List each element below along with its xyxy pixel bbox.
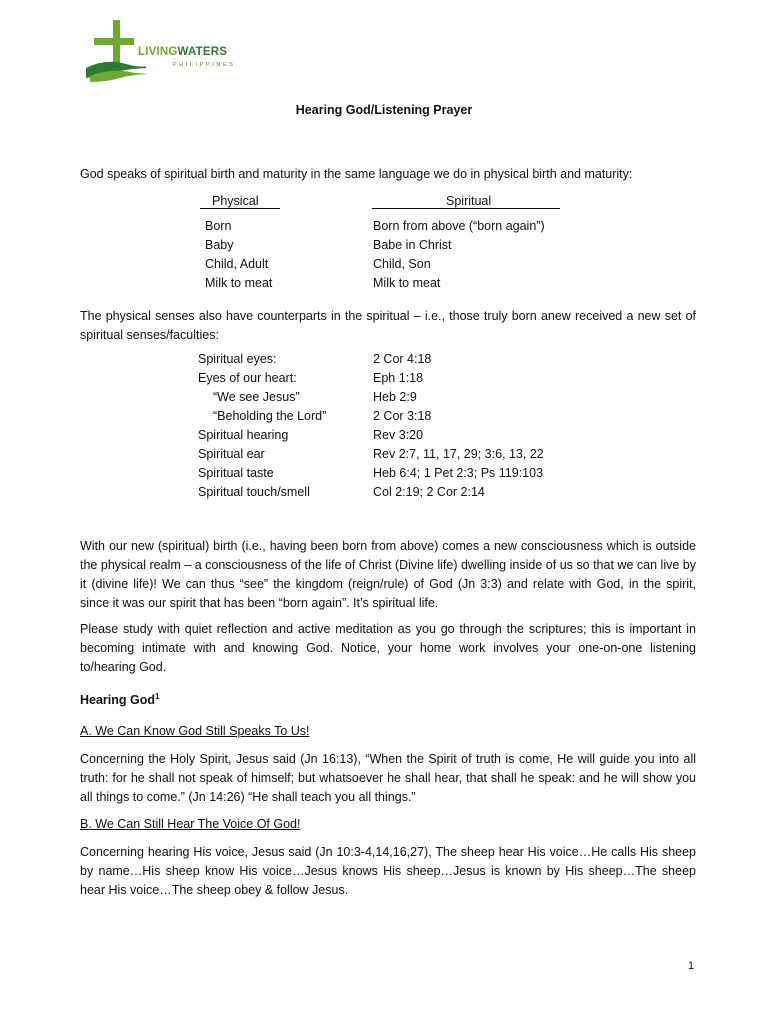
- sense-label: Spiritual eyes:: [198, 352, 277, 366]
- senses-intro-paragraph: The physical senses also have counterparts in the spiritual – i.e., those truly born anew received a new set of spiritual senses/faculties:: [80, 309, 696, 342]
- sense-label: Eyes of our heart:: [198, 371, 297, 385]
- sense-reference: Heb 6:4; 1 Pet 2:3; Ps 119:103: [373, 466, 544, 480]
- section-b-paragraph: Concerning hearing His voice, Jesus said (Jn 10:3-4,14,16,27), The sheep hear His voice…He calls His sheep by name…His sheep know His voice…Jesus knows His sheep…Jesus is known by His sheep…The sheep hear His voice…The sheep obey & follow Jesus.: [80, 845, 696, 897]
- table-row-spiritual: Born from above (“born again”): [373, 219, 545, 233]
- section-b-title: B. We Can Still Hear The Voice Of God!: [80, 817, 301, 831]
- table-row-spiritual: Child, Son: [373, 257, 431, 271]
- logo-wordmark: LIVINGWATERS: [138, 46, 228, 58]
- spiritual-header-underline: [372, 208, 560, 209]
- table-row-physical: Child, Adult: [205, 257, 269, 271]
- document-title: Hearing God/Listening Prayer: [295, 103, 473, 117]
- sense-reference: 2 Cor 4:18: [373, 352, 432, 366]
- footnote-marker: 1: [155, 692, 160, 701]
- table-row-spiritual: Babe in Christ: [373, 238, 452, 252]
- sense-label: Spiritual ear: [198, 447, 265, 461]
- physical-header-underline: [200, 208, 280, 209]
- physical-header: Physical: [212, 194, 259, 208]
- sense-reference: Heb 2:9: [373, 390, 417, 404]
- living-waters-logo: [86, 18, 246, 82]
- sense-reference: Rev 3:20: [373, 428, 424, 442]
- intro-paragraph: God speaks of spiritual birth and maturity in the same language we do in physical birth and maturity:: [80, 167, 633, 181]
- sense-label: Spiritual hearing: [198, 428, 289, 442]
- sense-label: “We see Jesus”: [213, 390, 300, 404]
- table-row-spiritual: Milk to meat: [373, 276, 441, 290]
- table-row-physical: Milk to meat: [205, 276, 273, 290]
- spiritual-header: Spiritual: [446, 194, 492, 208]
- sense-label: “Beholding the Lord”: [213, 409, 327, 423]
- cross-wave-icon: [86, 18, 146, 82]
- sense-label: Spiritual taste: [198, 466, 274, 480]
- study-paragraph: Please study with quiet reflection and active meditation as you go through the scriptures; this is important in becoming intimate with and knowing God. Notice, your home work involves your one-on-one listening to/hearing God.: [80, 622, 696, 674]
- section-a-paragraph: Concerning the Holy Spirit, Jesus said (Jn 16:13), “When the Spirit of truth is come, He will guide you into all truth: for he shall not speak of himself; but whatsoever he shall hear, that shall he speak: and he will show you all things to come.” (Jn 14:26) “He shall teach you all things.”: [80, 752, 696, 804]
- sense-reference: 2 Cor 3:18: [373, 409, 432, 423]
- sense-reference: Eph 1:18: [373, 371, 424, 385]
- logo-subtitle: PHILIPPINES: [173, 62, 236, 68]
- consciousness-paragraph: With our new (spiritual) birth (i.e., having been born from above) comes a new consciousness which is outside the physical realm – a consciousness of the life of Christ (Divine life) dwelling inside of us so that we can live by it (divine life)! We can thus “see” the kingdom (reign/rule) of God (Jn 3:3) and relate with God, in the spirit, since it was our spirit that has been “born again”. It’s spiritual life.: [80, 539, 696, 610]
- table-row-physical: Born: [205, 219, 232, 233]
- page-number: 1: [688, 960, 695, 972]
- sense-label: Spiritual touch/smell: [198, 485, 310, 499]
- sense-reference: Rev 2:7, 11, 17, 29; 3:6, 13, 22: [373, 447, 544, 461]
- section-heading: Hearing God$^1$: [80, 692, 160, 708]
- table-row-physical: Baby: [205, 238, 234, 252]
- sense-reference: Col 2:19; 2 Cor 2:14: [373, 485, 485, 499]
- section-a-title: A. We Can Know God Still Speaks To Us!: [80, 724, 310, 738]
